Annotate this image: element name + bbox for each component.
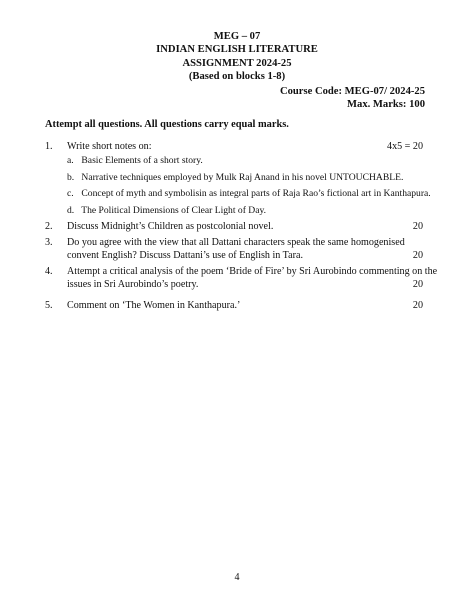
- course-title-heading: INDIAN ENGLISH LITERATURE: [156, 44, 318, 56]
- subquestion-b: [67, 172, 403, 184]
- subquestion-text: The Political Dimensions of Clear Light of Day.: [81, 205, 267, 216]
- question-3: [45, 236, 423, 262]
- blocks-note: (Based on blocks 1-8): [188, 71, 286, 83]
- question-text: Attempt a critical analysis of the poem ‘Bride of Fire’ by Sri Aurobindo commenting on the issues in Sri Aurobindo’s poetry.: [67, 266, 438, 290]
- max-marks-label: Max. Marks: 100: [347, 98, 425, 110]
- question-5: [45, 299, 423, 312]
- question-2: [45, 220, 423, 233]
- question-text: Comment on ‘The Women in Kanthapura.’: [67, 300, 241, 311]
- course-info: [280, 86, 425, 111]
- course-code-label: Course Code: MEG-07/ 2024-25: [279, 86, 425, 97]
- question-text: Write short notes on:: [67, 141, 152, 152]
- subquestion-text: Narrative techniques employed by Mulk Raj Anand in his novel UNTOUCHABLE.: [81, 172, 404, 183]
- question-marks: 20: [412, 279, 423, 290]
- instructions: Attempt all questions. All questions carry equal marks.: [45, 119, 289, 130]
- assignment-year-heading: ASSIGNMENT 2024-25: [182, 57, 292, 69]
- subquestion-letter: a.: [67, 155, 74, 166]
- document-header: [0, 30, 474, 84]
- question-number: 3.: [45, 237, 53, 248]
- question-4: [45, 265, 438, 291]
- subquestion-letter: b.: [67, 172, 75, 183]
- subquestion-text: Basic Elements of a short story.: [81, 155, 203, 166]
- subquestion-a: [67, 155, 203, 167]
- question-text: Discuss Midnight’s Children as postcolonial novel.: [67, 221, 274, 232]
- question-number: 1.: [45, 141, 53, 152]
- question-marks: 20: [412, 300, 423, 311]
- question-number: 2.: [45, 221, 53, 232]
- question-marks: 4x5 = 20: [387, 141, 423, 152]
- subquestion-letter: c.: [67, 188, 74, 199]
- course-code-heading: MEG – 07: [213, 31, 261, 42]
- question-1: [45, 140, 423, 153]
- subquestion-c: [67, 188, 431, 200]
- question-marks: 20: [412, 221, 423, 232]
- subquestion-text: Concept of myth and symbolisin as integral parts of Raja Rao’s fictional art in Kanthapura.: [81, 188, 431, 199]
- question-text: Do you agree with the view that all Dattani characters speak the same homogenised convent English? Discuss Dattani’s use of English in Tara.: [67, 237, 405, 261]
- question-number: 5.: [45, 300, 53, 311]
- subquestion-letter: d.: [67, 205, 75, 216]
- subquestion-d: [67, 205, 266, 217]
- question-number: 4.: [45, 266, 53, 277]
- page-number: 4: [234, 572, 240, 583]
- question-marks: 20: [412, 250, 423, 261]
